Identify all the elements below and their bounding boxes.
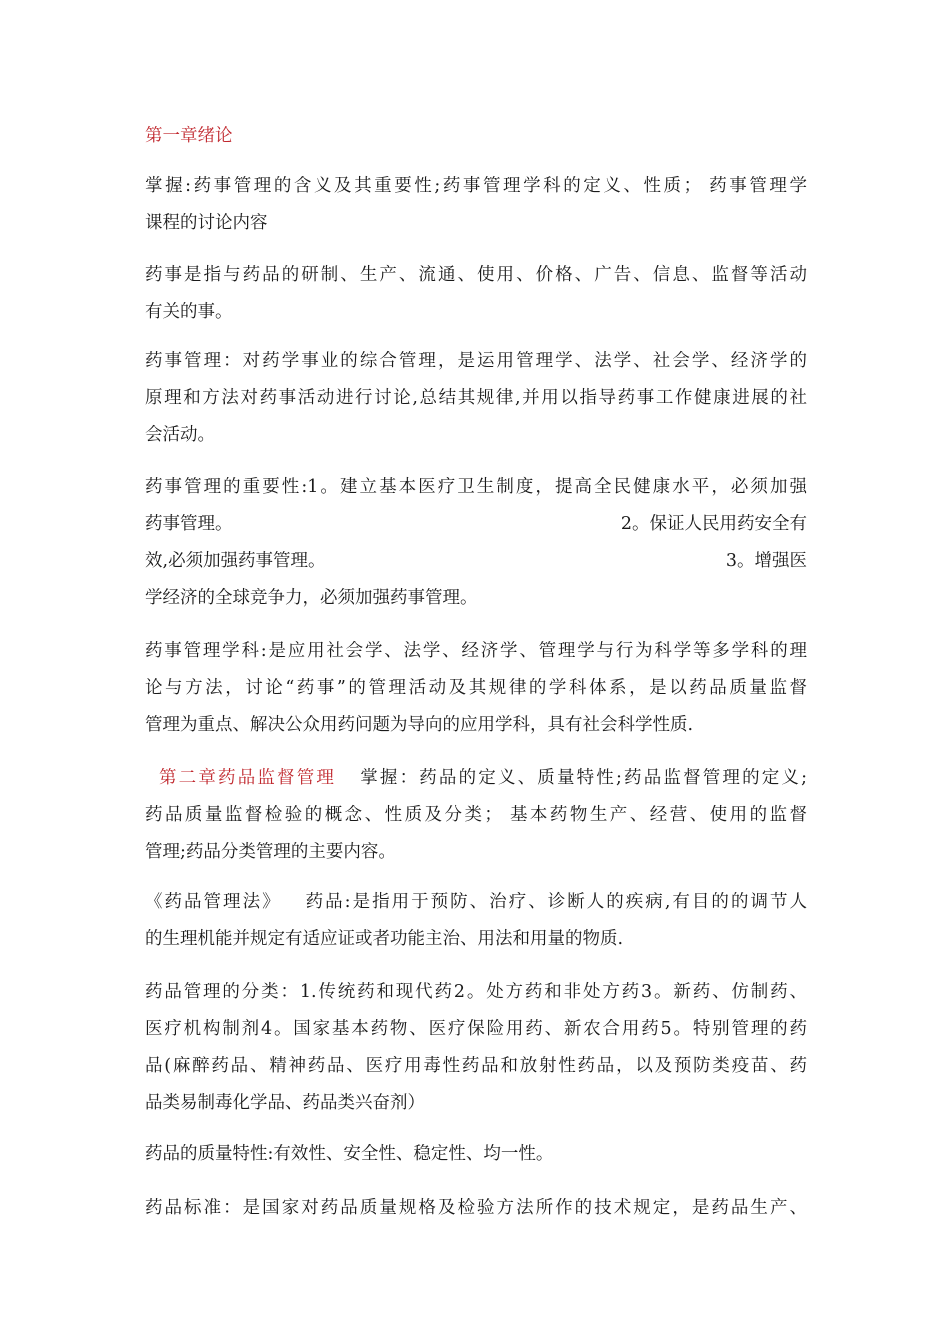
paragraph-line: 3。增强医 — [725, 551, 807, 571]
paragraph-line: 的生理机能并规定有适应证或者功能主治、用法和用量的物质. — [145, 929, 624, 949]
chapter1-heading: 第一章绪论 — [145, 126, 233, 146]
paragraph-line: 药品质量监督检验的概念、性质及分类； 基本药物生产、经营、使用的监督 — [145, 805, 807, 825]
chapter1-mastery-paragraph — [145, 168, 807, 242]
chapter2-mastery-paragraph — [145, 760, 807, 871]
quality-characteristics — [145, 1136, 807, 1173]
law-title: 《药品管理法》 — [145, 892, 282, 912]
paragraph-line: 药事管理：对药学事业的综合管理，是运用管理学、法学、社会学、经济学的 — [145, 351, 807, 371]
paragraph-line: 效,必须加强药事管理。 — [145, 551, 326, 571]
paragraph-line: 论与方法，讨论“药事”的管理活动及其规律的学科体系，是以药品质量监督 — [145, 678, 807, 698]
importance-paragraph — [145, 469, 807, 617]
discipline-definition — [145, 633, 807, 744]
paragraph-line: 有关的事。 — [145, 302, 233, 322]
drug-standard-definition — [145, 1190, 807, 1227]
paragraph-line: 医疗机构制剂4。国家基本药物、医疗保险用药、新农合用药5。特别管理的药 — [145, 1019, 807, 1039]
paragraph-line: 学经济的全球竞争力，必须加强药事管理。 — [145, 588, 478, 608]
paragraph-line: 药事管理。 — [145, 514, 233, 534]
pharmacy-management-definition — [145, 343, 807, 454]
paragraph-line: 药品标准：是国家对药品质量规格及检验方法所作的技术规定，是药品生产、 — [145, 1198, 807, 1218]
drug-definition — [145, 884, 807, 958]
paragraph-line: 管理为重点、解决公众用药问题为导向的应用学科，具有社会科学性质. — [145, 715, 694, 735]
paragraph-line: 掌握：药品的定义、质量特性;药品监督管理的定义; — [358, 768, 808, 788]
paragraph-line: 品(麻醉药品、精神药品、医疗用毒性药品和放射性药品，以及预防类疫苗、药 — [145, 1056, 807, 1076]
paragraph-line: 掌握:药事管理的含义及其重要性;药事管理学科的定义、性质； 药事管理学 — [145, 176, 807, 196]
chapter2-heading: 第二章药品监督管理 — [159, 768, 337, 788]
paragraph-line: 会活动。 — [145, 425, 215, 445]
paragraph-line: 原理和方法对药事活动进行讨论,总结其规律,并用以指导药事工作健康进展的社 — [145, 388, 807, 408]
chapter1-heading-block — [145, 118, 807, 155]
paragraph-line: 药品:是指用于预防、治疗、诊断人的疾病,有目的的调节人 — [303, 892, 807, 912]
drug-classification — [145, 974, 807, 1122]
paragraph-line: 药事管理学科:是应用社会学、法学、经济学、管理学与行为科学等多学科的理 — [145, 641, 807, 661]
paragraph-line: 药事是指与药品的研制、生产、流通、使用、价格、广告、信息、监督等活动 — [145, 265, 807, 285]
paragraph-line: 药事管理的重要性:1。建立基本医疗卫生制度，提高全民健康水平，必须加强 — [145, 477, 807, 497]
paragraph-line: 管理;药品分类管理的主要内容。 — [145, 842, 396, 862]
pharmacy-affairs-definition — [145, 257, 807, 331]
paragraph-line: 课程的讨论内容 — [145, 213, 268, 233]
paragraph-line: 2。保证人民用药安全有 — [620, 514, 807, 534]
paragraph-line: 药品管理的分类：1.传统药和现代药2。处方药和非处方药3。新药、仿制药、 — [145, 982, 807, 1002]
paragraph-line: 药品的质量特性:有效性、安全性、稳定性、均一性。 — [145, 1144, 554, 1164]
paragraph-line: 品类易制毒化学品、药品类兴奋剂） — [145, 1093, 425, 1113]
